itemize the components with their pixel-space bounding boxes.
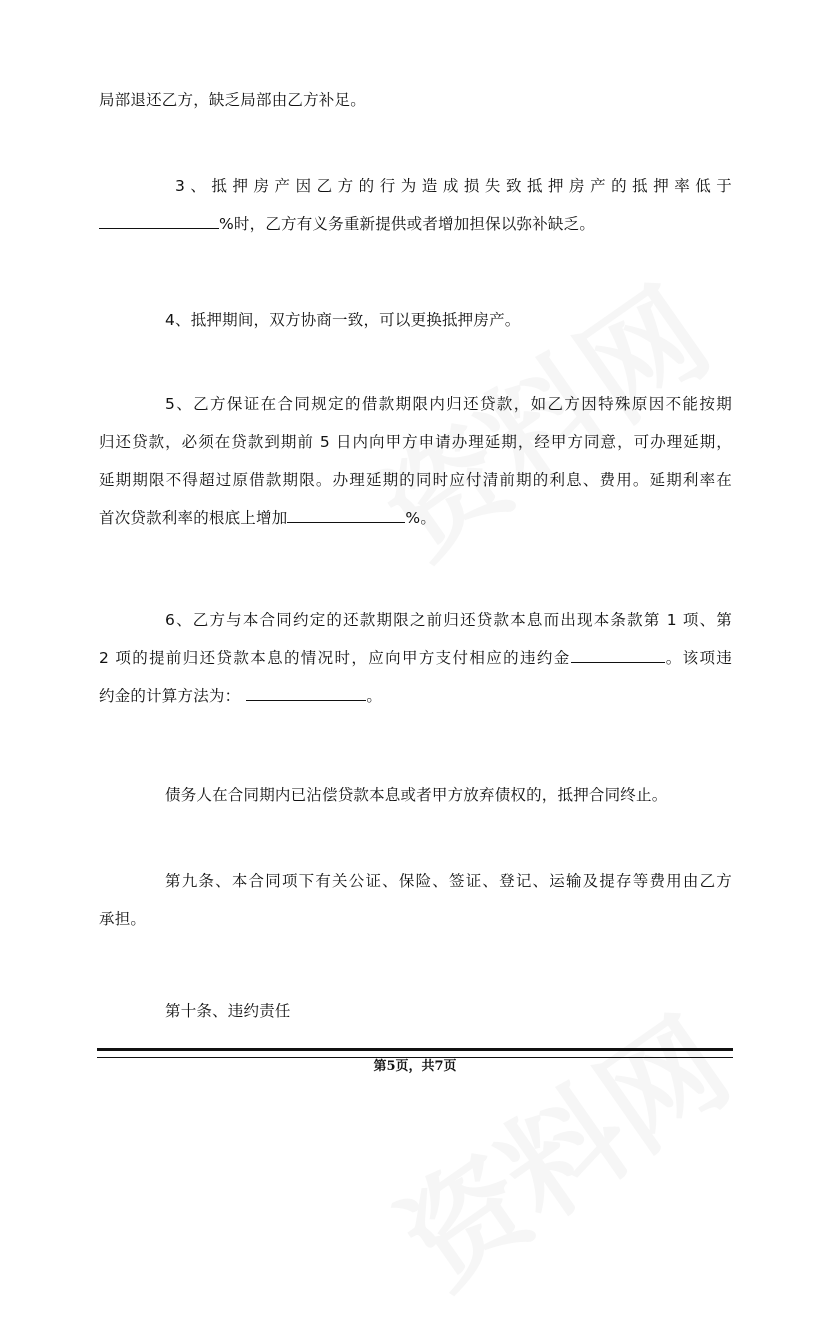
blank-field	[99, 214, 219, 229]
text-segment: 3、抵押房产因乙方的行为造成损失致抵押房产的抵押率低于	[175, 177, 732, 195]
paragraph-clause-5	[99, 385, 732, 537]
text-line: 债务人在合同期内已沾偿贷款本息或者甲方放弃债权的，抵押合同终止。	[165, 786, 668, 804]
paragraph-clause-6	[99, 601, 732, 715]
page-number: 第5页，共7页	[373, 1059, 457, 1074]
text-segment: %。	[405, 509, 437, 527]
text-line: 4、抵押期间，双方协商一致，可以更换抵押房产。	[165, 311, 521, 329]
text-line	[99, 862, 732, 900]
text-segment: %时，乙方有义务重新提供或者增加担保以弥补缺乏。	[219, 215, 596, 233]
blank-field	[246, 686, 366, 701]
text-line	[99, 205, 732, 243]
text-line	[99, 167, 732, 205]
blank-field	[287, 508, 405, 523]
paragraph-article-9	[99, 862, 732, 938]
text-segment: 。该项违	[664, 649, 732, 667]
text-segment: 6、乙方与本合同约定的还款期限之前归还贷款本息而出现本条款第 1 项、第	[165, 611, 732, 629]
paragraph-clause-4	[99, 301, 732, 339]
text-line	[99, 423, 732, 461]
text-segment: 。	[366, 687, 383, 705]
text-segment: 首次贷款利率的根底上增加	[99, 509, 288, 527]
text-line	[99, 499, 732, 537]
text-line	[99, 601, 732, 639]
text-line	[99, 677, 732, 715]
paragraph-continuation	[99, 81, 732, 119]
text-segment: 2 项的提前归还贷款本息的情况时，应向甲方支付相应的违约金	[99, 649, 571, 667]
paragraph-clause-3	[99, 167, 732, 243]
text-line: 第十条、违约责任	[165, 1002, 291, 1020]
text-segment: 5、乙方保证在合同规定的借款期限内归还贷款，如乙方因特殊原因不能按期	[165, 395, 732, 413]
paragraph-article-10	[99, 992, 732, 1030]
text-segment: 延期期限不得超过原借款期限。办理延期的同时应付清前期的利息、费用。延期利率在	[99, 471, 732, 489]
text-line: 承担。	[99, 910, 147, 928]
text-line	[99, 461, 732, 499]
paragraph-termination	[99, 776, 732, 814]
text-segment: 归还贷款，必须在贷款到期前 5 日内向甲方申请办理延期，经甲方同意，可办理延期，	[99, 433, 732, 451]
blank-field	[571, 648, 665, 663]
text-segment: 第九条、本合同项下有关公证、保险、签证、登记、运输及提存等费用由乙方	[165, 872, 732, 890]
text-segment: 约金的计算方法为：	[99, 687, 241, 705]
text-line	[99, 385, 732, 423]
text-line	[99, 639, 732, 677]
text-line: 局部退还乙方，缺乏局部由乙方补足。	[99, 91, 366, 109]
